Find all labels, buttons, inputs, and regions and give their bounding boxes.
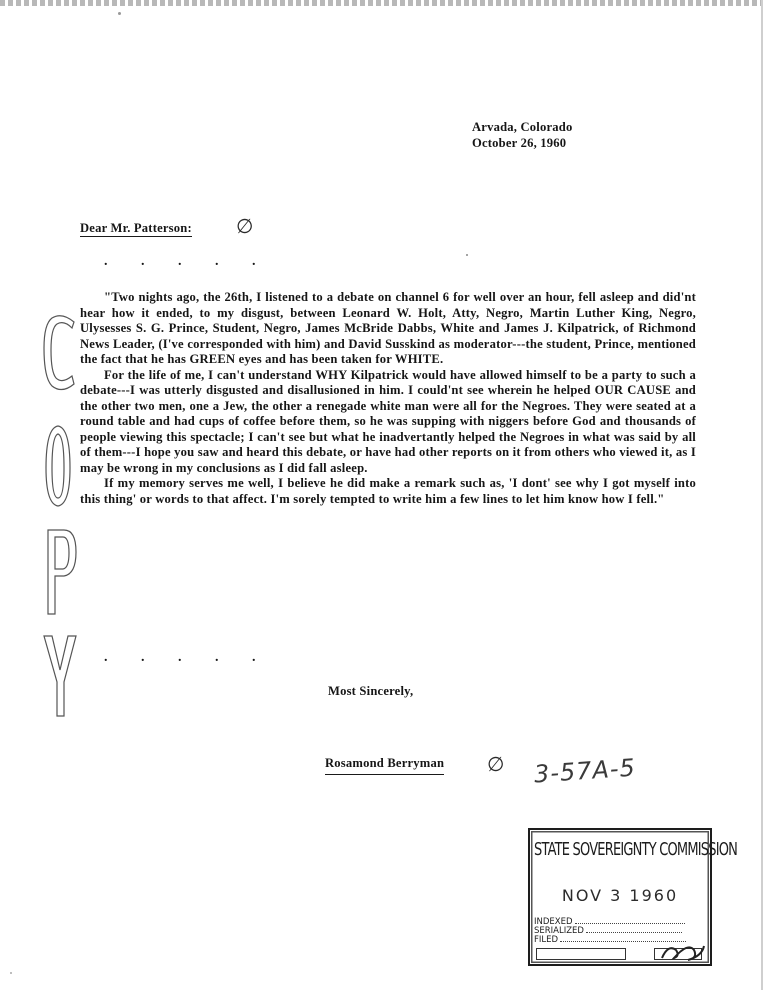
handwritten-check-icon: ∅ [236, 214, 254, 238]
place-line: Arvada, Colorado [472, 120, 573, 134]
stamp-date: NOV 3 1960 [561, 886, 679, 905]
paragraph-1: "Two nights ago, the 26th, I listened to a debate on channel 6 for well over an hour, fell asleep and did'nt hear how it ended, to my disgust, between Leonard W. Holt, Atty, Negro, Martin Luther King, Negro, Ulysesses S. G. Prince, Student, Negro, James McBride Dabbs, White and James J. Kilpatrick, of Richmond News Leader, (I've corresponded with him) and David Susskind as moderator---the student, Prince, mentioned the fact that he has GREEN eyes and has been taken for WHITE. [80, 290, 696, 366]
paragraph-2: For the life of me, I can't understand WHY Kilpatrick would have allowed himself to be a party to such a debate---I was utterly disgusted and disallusioned in him. I could'nt see wherein he helped OUR CAUSE and the other two men, one a Jew, the other a renegade white man were all for the Negroes. They were seated at a round table and had cups of coffee before them, so he was supping with niggers before God and thousands of people viewing this spectacle; I can't see but what he inadvertantly helped the Negroes in what was said by all of them---I hope you saw and heard this debate, or have had other reports on it from others who viewed it, as I may be wrong in my conclusions as I did fall asleep. [80, 367, 696, 475]
paragraph-3: If my memory serves me well, I believe he did make a remark such as, 'I dont' see why I got myself into this thing' or words to that affect. I'm sorely tempted to write him a few lines to let him know how I fell." [80, 476, 696, 506]
stamp-box-left [536, 948, 626, 960]
scan-speck [118, 12, 121, 15]
letter-body [80, 290, 696, 507]
salutation [80, 221, 192, 237]
received-stamp [528, 828, 738, 966]
scan-speck [10, 972, 12, 974]
stamp-indexed-label: INDEXED [534, 917, 573, 927]
ellipsis-top: . . . . . [104, 254, 256, 269]
scan-top-edge [0, 0, 763, 6]
stamp-serialized-label: SERIALIZED [534, 926, 584, 936]
stamp-filed-label: FILED [534, 935, 559, 945]
signature: Rosamond Berryman [325, 756, 444, 775]
handwritten-file-number: 3-57A-5 [533, 753, 637, 789]
date-line: October 26, 1960 [472, 135, 567, 150]
closing: Most Sincerely, [328, 684, 414, 698]
copy-watermark [40, 308, 84, 728]
stamp-title: STATE SOVEREIGNTY COMMISSION [534, 840, 738, 861]
ellipsis-bottom: . . . . . [104, 650, 256, 665]
handwritten-check-icon: ∅ [487, 752, 505, 776]
salutation-text: Dear Mr. Patterson: [80, 221, 192, 235]
scan-speck [466, 254, 468, 256]
handwritten-initials-icon [658, 938, 708, 964]
place-and-date [472, 120, 572, 151]
